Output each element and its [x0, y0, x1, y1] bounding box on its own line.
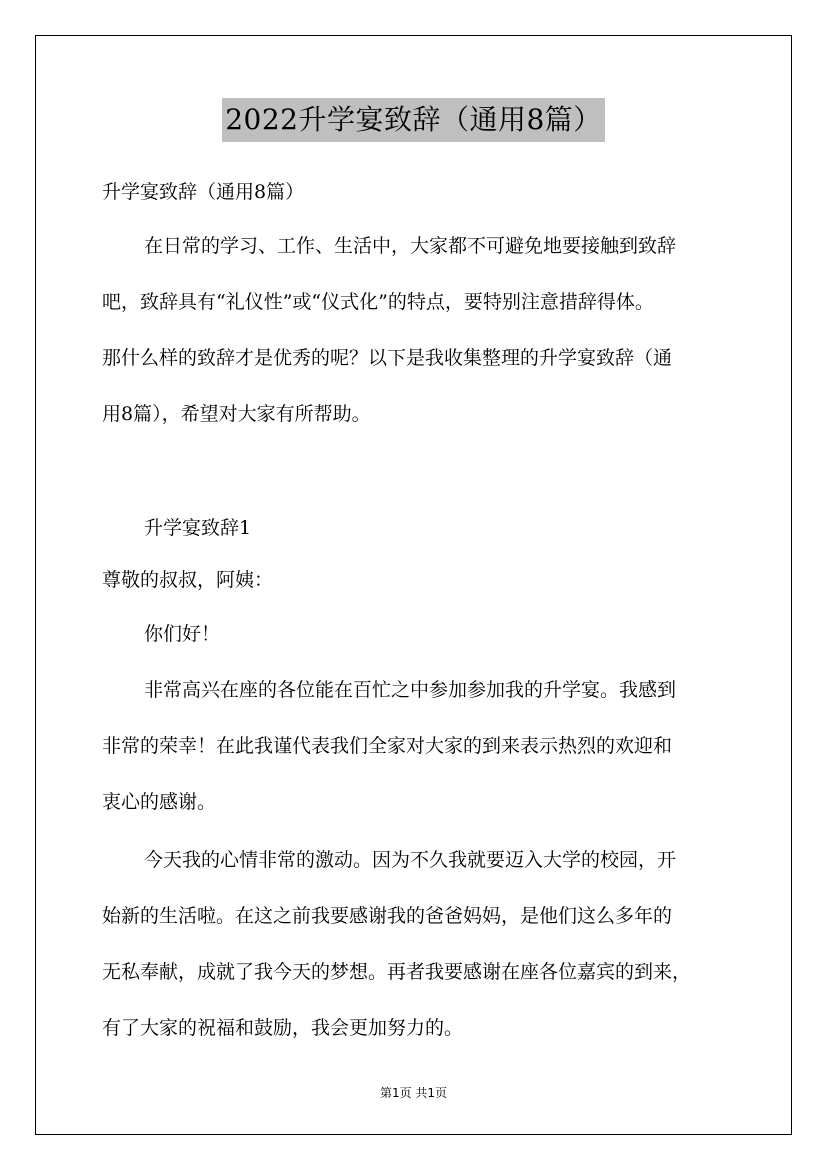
greeting: 你们好！ — [144, 623, 221, 645]
page-footer — [0, 1084, 827, 1101]
paragraph-line: 衷心的感谢。 — [102, 791, 217, 813]
document-title: 2022升学宴致辞（通用8篇） — [222, 98, 605, 142]
section-heading: 升学宴致辞1 — [144, 517, 252, 539]
paragraph-line: 非常的荣幸！在此我谨代表我们全家对大家的到来表示热烈的欢迎和 — [102, 735, 673, 757]
intro-line: 用8篇），希望对大家有所帮助。 — [102, 403, 371, 425]
paragraph-line: 非常高兴在座的各位能在百忙之中参加参加我的升学宴。我感到 — [144, 679, 677, 701]
intro-line: 吧，致辞具有“礼仪性”或“仪式化”的特点，要特别注意措辞得体。 — [102, 291, 654, 313]
intro-line: 在日常的学习、工作、生活中，大家都不可避免地要接触到致辞 — [144, 235, 677, 257]
intro-line: 那什么样的致辞才是优秀的呢？以下是我收集整理的升学宴致辞（通 — [102, 347, 673, 369]
intro-paragraph — [102, 218, 728, 442]
paragraph-line: 有了大家的祝福和鼓励，我会更加努力的。 — [102, 1017, 464, 1039]
paragraph-line: 始新的生活啦。在这之前我要感谢我的爸爸妈妈，是他们这么多年的 — [102, 905, 673, 927]
paragraph-line: 无私奉献，成就了我今天的梦想。再者我要感谢在座各位嘉宾的到来， — [102, 961, 692, 983]
document-body — [102, 172, 728, 1056]
document-subtitle: 升学宴致辞（通用8篇） — [102, 181, 305, 203]
salutation: 尊敬的叔叔，阿姨： — [102, 569, 274, 591]
paragraph-thanks — [102, 662, 728, 830]
page-number: 第1页 共1页 — [379, 1086, 448, 1100]
title-container — [0, 98, 827, 142]
paragraph-line: 今天我的心情非常的激动。因为不久我就要迈入大学的校园，开 — [144, 849, 677, 871]
paragraph-gratitude — [102, 832, 728, 1056]
